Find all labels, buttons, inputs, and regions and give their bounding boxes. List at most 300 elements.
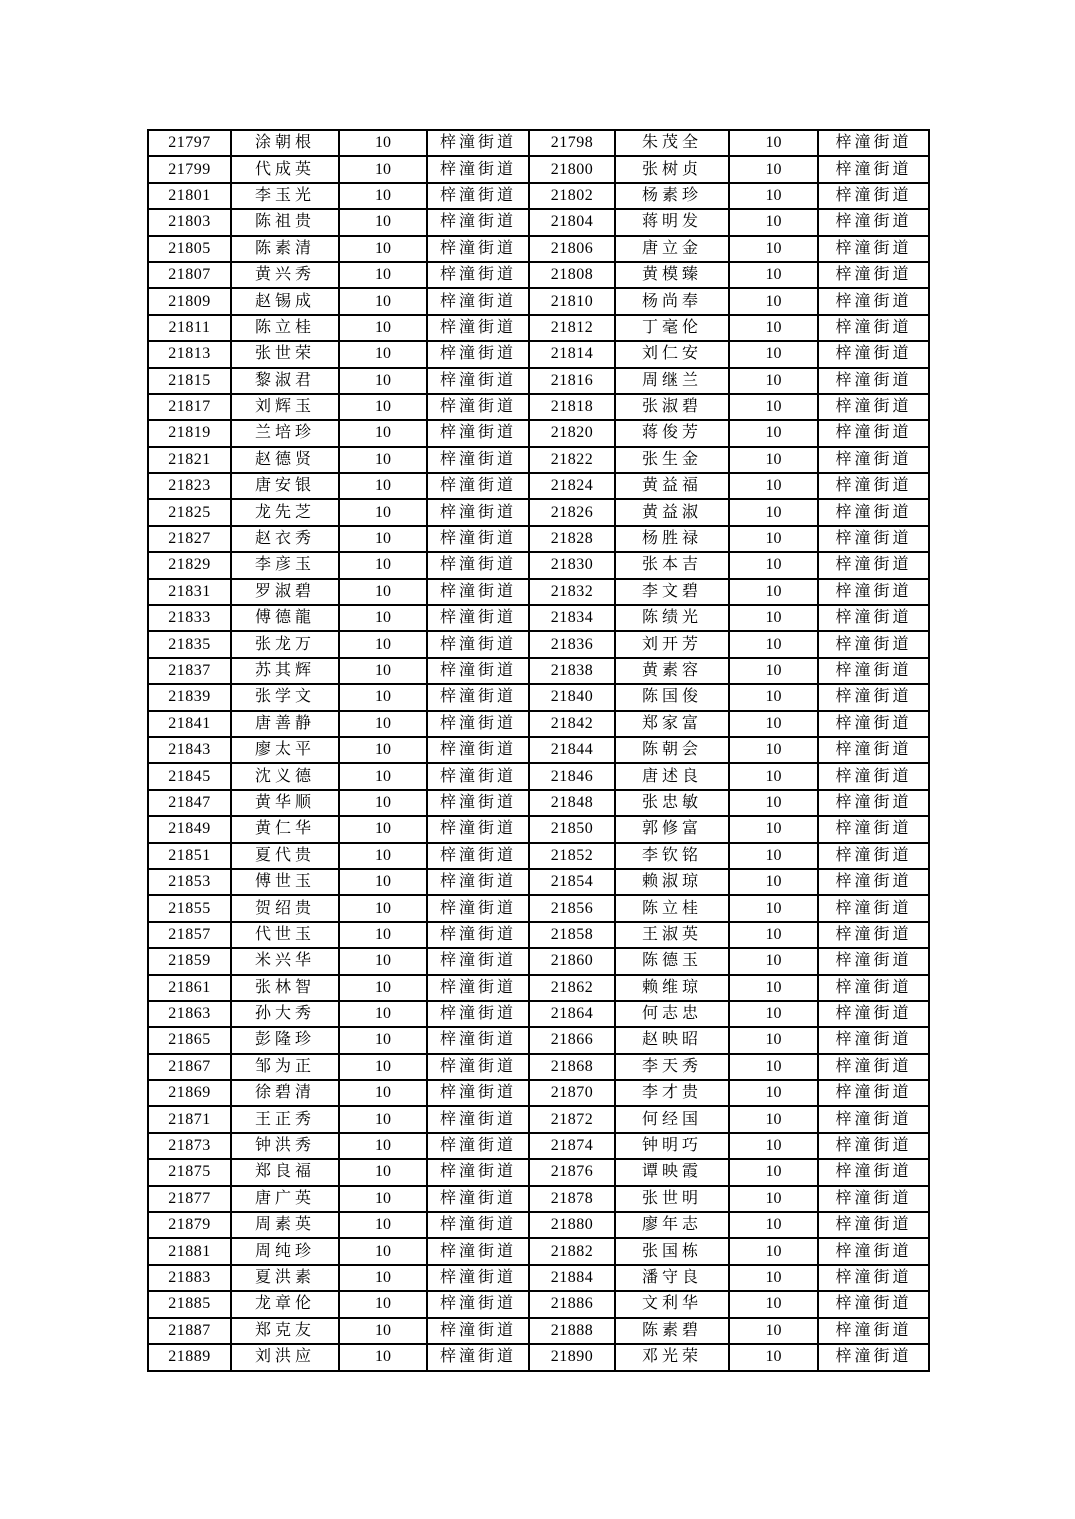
cell-name-left: 廖太平	[231, 737, 339, 763]
cell-name-right: 钟明巧	[615, 1133, 729, 1159]
cell-id-left: 21861	[148, 975, 231, 1001]
table-row	[148, 499, 929, 525]
cell-value-left: 10	[339, 262, 427, 288]
cell-id-left: 21807	[148, 262, 231, 288]
cell-id-left: 21827	[148, 526, 231, 552]
cell-id-left: 21831	[148, 579, 231, 605]
cell-id-left: 21805	[148, 236, 231, 262]
cell-street-right: 梓潼街道	[818, 1054, 929, 1080]
cell-value-left: 10	[339, 1291, 427, 1317]
table-row	[148, 895, 929, 921]
cell-name-right: 郑家富	[615, 711, 729, 737]
cell-id-right: 21806	[529, 236, 615, 262]
table-row	[148, 394, 929, 420]
cell-name-right: 黄模臻	[615, 262, 729, 288]
cell-street-left: 梓潼街道	[427, 183, 529, 209]
cell-name-left: 夏代贵	[231, 843, 339, 869]
cell-street-left: 梓潼街道	[427, 605, 529, 631]
cell-value-left: 10	[339, 948, 427, 974]
cell-name-right: 张树贞	[615, 156, 729, 182]
table-row	[148, 209, 929, 235]
cell-id-right: 21848	[529, 790, 615, 816]
cell-street-right: 梓潼街道	[818, 1027, 929, 1053]
table-row	[148, 579, 929, 605]
cell-street-right: 梓潼街道	[818, 1106, 929, 1132]
cell-value-right: 10	[729, 552, 818, 578]
cell-value-right: 10	[729, 684, 818, 710]
cell-name-left: 郑良福	[231, 1159, 339, 1185]
cell-street-left: 梓潼街道	[427, 1027, 529, 1053]
cell-name-left: 邹为正	[231, 1054, 339, 1080]
cell-street-left: 梓潼街道	[427, 499, 529, 525]
cell-street-left: 梓潼街道	[427, 922, 529, 948]
cell-value-right: 10	[729, 922, 818, 948]
cell-street-left: 梓潼街道	[427, 1265, 529, 1291]
cell-street-left: 梓潼街道	[427, 631, 529, 657]
cell-street-right: 梓潼街道	[818, 130, 929, 156]
cell-id-left: 21851	[148, 843, 231, 869]
cell-name-right: 张生金	[615, 447, 729, 473]
cell-name-left: 郑克友	[231, 1318, 339, 1344]
cell-value-right: 10	[729, 631, 818, 657]
cell-name-left: 刘洪应	[231, 1344, 339, 1371]
cell-street-right: 梓潼街道	[818, 262, 929, 288]
cell-value-right: 10	[729, 843, 818, 869]
cell-value-left: 10	[339, 1027, 427, 1053]
cell-value-left: 10	[339, 236, 427, 262]
cell-value-left: 10	[339, 579, 427, 605]
cell-id-right: 21810	[529, 288, 615, 314]
cell-street-right: 梓潼街道	[818, 526, 929, 552]
table-row	[148, 315, 929, 341]
cell-id-right: 21814	[529, 341, 615, 367]
cell-name-left: 黄仁华	[231, 816, 339, 842]
cell-street-right: 梓潼街道	[818, 922, 929, 948]
table-row	[148, 552, 929, 578]
cell-street-right: 梓潼街道	[818, 975, 929, 1001]
table-row	[148, 447, 929, 473]
cell-street-right: 梓潼街道	[818, 341, 929, 367]
cell-value-left: 10	[339, 1054, 427, 1080]
cell-id-right: 21830	[529, 552, 615, 578]
table-row	[148, 816, 929, 842]
cell-name-right: 文利华	[615, 1291, 729, 1317]
cell-value-right: 10	[729, 130, 818, 156]
cell-street-right: 梓潼街道	[818, 236, 929, 262]
cell-name-right: 郭修富	[615, 816, 729, 842]
cell-name-left: 赵锡成	[231, 288, 339, 314]
cell-street-right: 梓潼街道	[818, 1212, 929, 1238]
cell-street-right: 梓潼街道	[818, 579, 929, 605]
cell-name-right: 陈国俊	[615, 684, 729, 710]
cell-value-left: 10	[339, 843, 427, 869]
cell-id-right: 21858	[529, 922, 615, 948]
cell-value-right: 10	[729, 447, 818, 473]
cell-value-left: 10	[339, 869, 427, 895]
cell-id-left: 21819	[148, 420, 231, 446]
cell-name-left: 王正秀	[231, 1106, 339, 1132]
cell-id-right: 21890	[529, 1344, 615, 1371]
cell-street-right: 梓潼街道	[818, 869, 929, 895]
cell-name-right: 蒋俊芳	[615, 420, 729, 446]
cell-name-left: 徐碧清	[231, 1080, 339, 1106]
cell-name-right: 丁毫伦	[615, 315, 729, 341]
cell-street-left: 梓潼街道	[427, 315, 529, 341]
cell-id-left: 21811	[148, 315, 231, 341]
cell-street-right: 梓潼街道	[818, 711, 929, 737]
cell-id-right: 21832	[529, 579, 615, 605]
cell-name-left: 苏其辉	[231, 658, 339, 684]
cell-street-left: 梓潼街道	[427, 948, 529, 974]
cell-value-left: 10	[339, 1265, 427, 1291]
cell-street-right: 梓潼街道	[818, 420, 929, 446]
cell-id-right: 21838	[529, 658, 615, 684]
cell-id-left: 21829	[148, 552, 231, 578]
cell-name-left: 唐安银	[231, 473, 339, 499]
cell-name-right: 黄益福	[615, 473, 729, 499]
cell-street-left: 梓潼街道	[427, 288, 529, 314]
cell-name-right: 杨素珍	[615, 183, 729, 209]
cell-id-right: 21862	[529, 975, 615, 1001]
cell-value-left: 10	[339, 130, 427, 156]
cell-value-left: 10	[339, 1133, 427, 1159]
cell-name-right: 周继兰	[615, 368, 729, 394]
cell-value-right: 10	[729, 262, 818, 288]
cell-id-right: 21804	[529, 209, 615, 235]
cell-name-right: 陈素碧	[615, 1318, 729, 1344]
cell-street-left: 梓潼街道	[427, 763, 529, 789]
cell-name-left: 代世玉	[231, 922, 339, 948]
cell-name-left: 陈立桂	[231, 315, 339, 341]
table-row	[148, 1344, 929, 1371]
table-row	[148, 473, 929, 499]
table-row	[148, 1080, 929, 1106]
cell-name-right: 何志忠	[615, 1001, 729, 1027]
cell-value-right: 10	[729, 579, 818, 605]
cell-value-right: 10	[729, 711, 818, 737]
cell-value-left: 10	[339, 1080, 427, 1106]
table-row	[148, 1133, 929, 1159]
cell-id-left: 21803	[148, 209, 231, 235]
cell-id-right: 21822	[529, 447, 615, 473]
cell-value-right: 10	[729, 763, 818, 789]
cell-street-right: 梓潼街道	[818, 816, 929, 842]
cell-street-right: 梓潼街道	[818, 658, 929, 684]
cell-name-left: 张林智	[231, 975, 339, 1001]
cell-name-left: 钟洪秀	[231, 1133, 339, 1159]
cell-value-left: 10	[339, 605, 427, 631]
cell-value-left: 10	[339, 447, 427, 473]
cell-street-right: 梓潼街道	[818, 843, 929, 869]
cell-value-left: 10	[339, 922, 427, 948]
cell-id-left: 21835	[148, 631, 231, 657]
cell-street-left: 梓潼街道	[427, 684, 529, 710]
cell-street-right: 梓潼街道	[818, 1265, 929, 1291]
cell-id-right: 21868	[529, 1054, 615, 1080]
cell-name-right: 李才贵	[615, 1080, 729, 1106]
cell-street-right: 梓潼街道	[818, 288, 929, 314]
cell-id-left: 21797	[148, 130, 231, 156]
table-row	[148, 1159, 929, 1185]
cell-id-right: 21820	[529, 420, 615, 446]
cell-name-right: 邓光荣	[615, 1344, 729, 1371]
cell-value-right: 10	[729, 473, 818, 499]
cell-id-right: 21808	[529, 262, 615, 288]
cell-id-left: 21809	[148, 288, 231, 314]
cell-value-left: 10	[339, 1212, 427, 1238]
cell-name-left: 赵衣秀	[231, 526, 339, 552]
cell-street-left: 梓潼街道	[427, 236, 529, 262]
cell-id-right: 21882	[529, 1238, 615, 1264]
roster-table-body	[148, 130, 929, 1371]
cell-street-right: 梓潼街道	[818, 1080, 929, 1106]
cell-street-right: 梓潼街道	[818, 763, 929, 789]
table-row	[148, 763, 929, 789]
cell-value-right: 10	[729, 499, 818, 525]
cell-name-right: 陈德玉	[615, 948, 729, 974]
cell-name-left: 涂朝根	[231, 130, 339, 156]
table-row	[148, 1054, 929, 1080]
cell-value-right: 10	[729, 236, 818, 262]
cell-id-left: 21837	[148, 658, 231, 684]
cell-id-left: 21869	[148, 1080, 231, 1106]
cell-value-left: 10	[339, 684, 427, 710]
cell-street-right: 梓潼街道	[818, 209, 929, 235]
cell-id-right: 21828	[529, 526, 615, 552]
cell-name-right: 蒋明发	[615, 209, 729, 235]
cell-street-right: 梓潼街道	[818, 394, 929, 420]
cell-name-left: 贺绍贵	[231, 895, 339, 921]
cell-name-left: 黎淑君	[231, 368, 339, 394]
cell-id-left: 21845	[148, 763, 231, 789]
cell-value-left: 10	[339, 420, 427, 446]
table-row	[148, 1212, 929, 1238]
cell-id-right: 21854	[529, 869, 615, 895]
cell-street-left: 梓潼街道	[427, 209, 529, 235]
cell-value-left: 10	[339, 895, 427, 921]
cell-name-right: 杨尚奉	[615, 288, 729, 314]
cell-street-right: 梓潼街道	[818, 552, 929, 578]
cell-street-left: 梓潼街道	[427, 420, 529, 446]
cell-name-left: 张学文	[231, 684, 339, 710]
table-row	[148, 236, 929, 262]
cell-id-left: 21885	[148, 1291, 231, 1317]
cell-street-left: 梓潼街道	[427, 1318, 529, 1344]
cell-name-left: 刘辉玉	[231, 394, 339, 420]
cell-id-left: 21817	[148, 394, 231, 420]
table-row	[148, 737, 929, 763]
cell-value-left: 10	[339, 1106, 427, 1132]
cell-street-left: 梓潼街道	[427, 895, 529, 921]
cell-street-right: 梓潼街道	[818, 737, 929, 763]
cell-name-right: 陈朝会	[615, 737, 729, 763]
table-row	[148, 869, 929, 895]
cell-street-right: 梓潼街道	[818, 631, 929, 657]
cell-id-right: 21842	[529, 711, 615, 737]
cell-id-right: 21852	[529, 843, 615, 869]
cell-value-right: 10	[729, 1265, 818, 1291]
cell-street-left: 梓潼街道	[427, 579, 529, 605]
cell-name-right: 李钦铭	[615, 843, 729, 869]
cell-name-left: 彭隆珍	[231, 1027, 339, 1053]
cell-street-left: 梓潼街道	[427, 447, 529, 473]
cell-street-right: 梓潼街道	[818, 948, 929, 974]
table-row	[148, 975, 929, 1001]
cell-name-left: 李彦玉	[231, 552, 339, 578]
cell-value-right: 10	[729, 869, 818, 895]
cell-street-right: 梓潼街道	[818, 473, 929, 499]
cell-id-right: 21844	[529, 737, 615, 763]
cell-value-left: 10	[339, 473, 427, 499]
cell-name-left: 罗淑碧	[231, 579, 339, 605]
cell-name-left: 沈义德	[231, 763, 339, 789]
cell-street-left: 梓潼街道	[427, 816, 529, 842]
cell-value-right: 10	[729, 1344, 818, 1371]
table-row	[148, 843, 929, 869]
cell-name-right: 唐述良	[615, 763, 729, 789]
cell-name-right: 张世明	[615, 1186, 729, 1212]
table-row	[148, 1291, 929, 1317]
cell-value-right: 10	[729, 1318, 818, 1344]
cell-value-right: 10	[729, 420, 818, 446]
cell-street-right: 梓潼街道	[818, 1344, 929, 1371]
cell-name-left: 唐广英	[231, 1186, 339, 1212]
cell-value-right: 10	[729, 1291, 818, 1317]
cell-id-left: 21841	[148, 711, 231, 737]
cell-id-left: 21875	[148, 1159, 231, 1185]
table-row	[148, 1001, 929, 1027]
cell-value-left: 10	[339, 552, 427, 578]
cell-name-left: 唐善静	[231, 711, 339, 737]
table-row	[148, 922, 929, 948]
cell-street-left: 梓潼街道	[427, 1344, 529, 1371]
cell-value-left: 10	[339, 816, 427, 842]
cell-name-left: 夏洪素	[231, 1265, 339, 1291]
table-row	[148, 420, 929, 446]
cell-street-left: 梓潼街道	[427, 1080, 529, 1106]
cell-street-left: 梓潼街道	[427, 1054, 529, 1080]
cell-name-right: 李天秀	[615, 1054, 729, 1080]
cell-street-left: 梓潼街道	[427, 552, 529, 578]
cell-value-left: 10	[339, 288, 427, 314]
cell-street-left: 梓潼街道	[427, 394, 529, 420]
table-row	[148, 526, 929, 552]
cell-name-left: 傅世玉	[231, 869, 339, 895]
cell-name-left: 孙大秀	[231, 1001, 339, 1027]
cell-name-left: 陈素清	[231, 236, 339, 262]
cell-id-right: 21824	[529, 473, 615, 499]
cell-id-left: 21815	[148, 368, 231, 394]
cell-street-left: 梓潼街道	[427, 1186, 529, 1212]
cell-street-left: 梓潼街道	[427, 1212, 529, 1238]
cell-name-right: 赖维琼	[615, 975, 729, 1001]
cell-name-left: 黄兴秀	[231, 262, 339, 288]
cell-value-right: 10	[729, 315, 818, 341]
cell-value-left: 10	[339, 394, 427, 420]
cell-id-right: 21850	[529, 816, 615, 842]
cell-value-right: 10	[729, 288, 818, 314]
cell-name-left: 赵德贤	[231, 447, 339, 473]
cell-street-left: 梓潼街道	[427, 341, 529, 367]
cell-name-left: 陈祖贵	[231, 209, 339, 235]
cell-value-left: 10	[339, 341, 427, 367]
table-row	[148, 1027, 929, 1053]
cell-id-right: 21880	[529, 1212, 615, 1238]
cell-value-right: 10	[729, 341, 818, 367]
cell-id-left: 21865	[148, 1027, 231, 1053]
cell-street-right: 梓潼街道	[818, 790, 929, 816]
cell-value-right: 10	[729, 526, 818, 552]
cell-id-right: 21802	[529, 183, 615, 209]
cell-street-right: 梓潼街道	[818, 684, 929, 710]
cell-name-left: 张世荣	[231, 341, 339, 367]
cell-street-left: 梓潼街道	[427, 658, 529, 684]
cell-street-left: 梓潼街道	[427, 711, 529, 737]
cell-name-left: 龙章伦	[231, 1291, 339, 1317]
cell-name-right: 张淑碧	[615, 394, 729, 420]
cell-street-right: 梓潼街道	[818, 499, 929, 525]
cell-value-left: 10	[339, 315, 427, 341]
cell-street-right: 梓潼街道	[818, 1001, 929, 1027]
table-row	[148, 183, 929, 209]
table-row	[148, 684, 929, 710]
table-row	[148, 658, 929, 684]
cell-id-left: 21855	[148, 895, 231, 921]
cell-id-right: 21874	[529, 1133, 615, 1159]
table-row	[148, 288, 929, 314]
cell-value-right: 10	[729, 975, 818, 1001]
cell-value-right: 10	[729, 1186, 818, 1212]
cell-id-left: 21843	[148, 737, 231, 763]
cell-id-left: 21849	[148, 816, 231, 842]
cell-name-right: 刘开芳	[615, 631, 729, 657]
cell-value-right: 10	[729, 1159, 818, 1185]
cell-id-left: 21877	[148, 1186, 231, 1212]
cell-id-right: 21800	[529, 156, 615, 182]
table-row	[148, 156, 929, 182]
cell-street-right: 梓潼街道	[818, 895, 929, 921]
cell-id-right: 21872	[529, 1106, 615, 1132]
cell-street-left: 梓潼街道	[427, 526, 529, 552]
cell-id-left: 21821	[148, 447, 231, 473]
table-row	[148, 130, 929, 156]
cell-street-left: 梓潼街道	[427, 262, 529, 288]
cell-id-right: 21876	[529, 1159, 615, 1185]
cell-id-left: 21881	[148, 1238, 231, 1264]
cell-id-right: 21826	[529, 499, 615, 525]
table-row	[148, 631, 929, 657]
cell-street-right: 梓潼街道	[818, 1133, 929, 1159]
cell-id-right: 21888	[529, 1318, 615, 1344]
cell-value-left: 10	[339, 499, 427, 525]
cell-street-right: 梓潼街道	[818, 156, 929, 182]
cell-value-left: 10	[339, 631, 427, 657]
cell-value-left: 10	[339, 368, 427, 394]
cell-id-left: 21799	[148, 156, 231, 182]
cell-street-right: 梓潼街道	[818, 315, 929, 341]
cell-value-right: 10	[729, 156, 818, 182]
cell-name-right: 王淑英	[615, 922, 729, 948]
cell-id-left: 21887	[148, 1318, 231, 1344]
cell-name-left: 米兴华	[231, 948, 339, 974]
cell-name-right: 陈绩光	[615, 605, 729, 631]
cell-id-left: 21847	[148, 790, 231, 816]
cell-value-right: 10	[729, 658, 818, 684]
cell-street-left: 梓潼街道	[427, 737, 529, 763]
cell-id-right: 21818	[529, 394, 615, 420]
cell-id-left: 21863	[148, 1001, 231, 1027]
cell-id-right: 21870	[529, 1080, 615, 1106]
